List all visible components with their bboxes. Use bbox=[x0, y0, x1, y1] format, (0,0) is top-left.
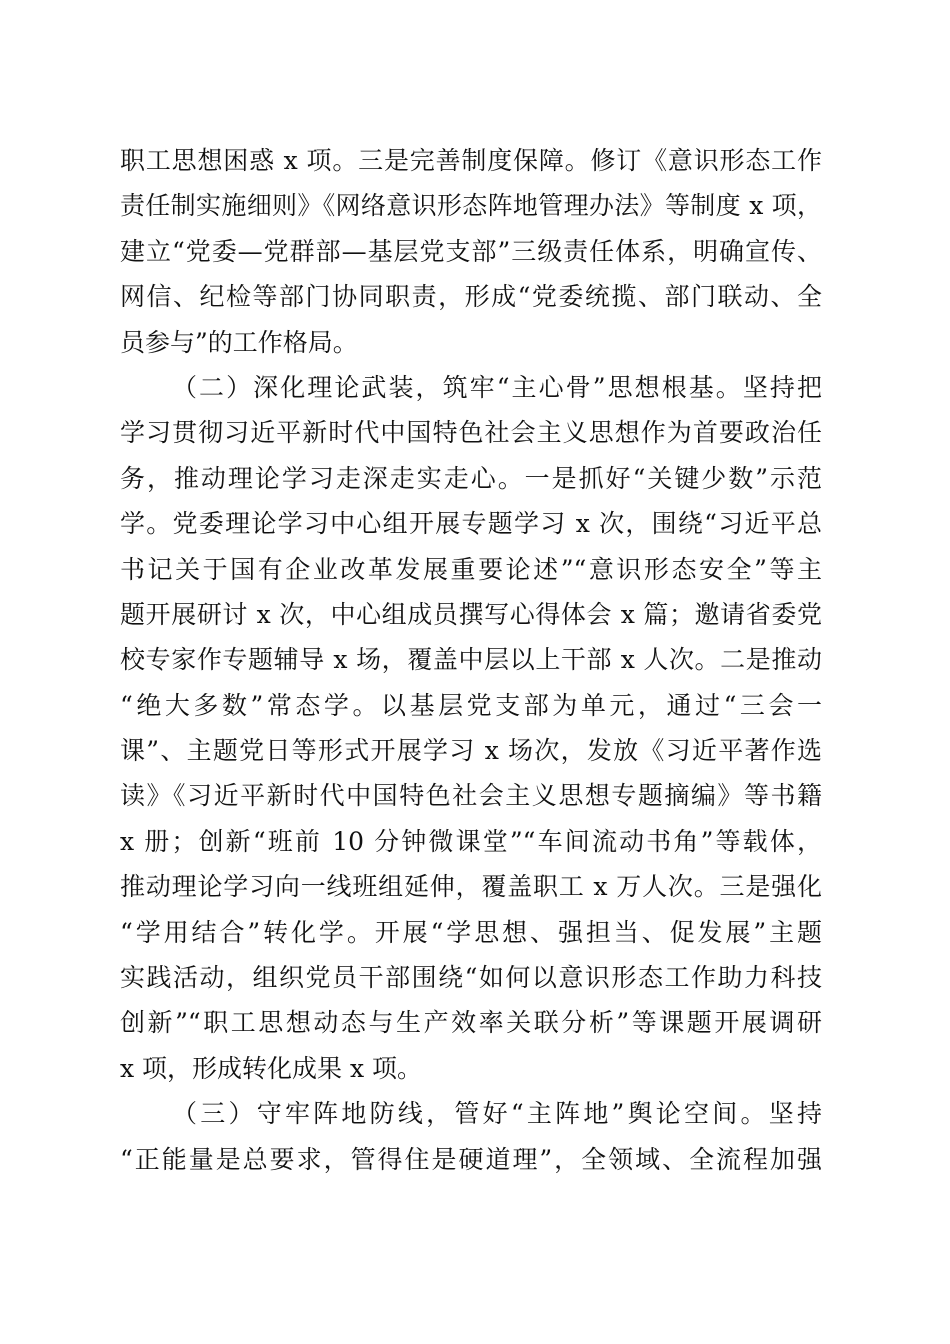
text-line: 建立“党委—党群部—基层党支部”三级责任体系，明确宣传、 bbox=[120, 236, 822, 266]
text-line: 读》《习近平新时代中国特色社会主义思想专题摘编》等书籍 bbox=[120, 781, 822, 811]
paragraph-3 bbox=[120, 1091, 822, 1182]
paragraph-1 bbox=[120, 138, 822, 365]
text-line: “正能量是总要求，管得住是硬道理”，全领域、全流程加强 bbox=[120, 1144, 822, 1174]
paragraph-2 bbox=[120, 365, 822, 1091]
text-line: 课”、主题党日等形式开展学习 x 场次，发放《习近平著作选 bbox=[120, 736, 822, 766]
text-line: 学。党委理论学习中心组开展专题学习 x 次，围绕“习近平总 bbox=[120, 509, 822, 539]
text-line: 书记关于国有企业改革发展重要论述”“意识形态安全”等主 bbox=[120, 554, 822, 584]
section-heading-line: （二）深化理论武装，筑牢“主心骨”思想根基。坚持把 bbox=[172, 372, 822, 402]
text-line: 务，推动理论学习走深走实走心。一是抓好“关键少数”示范 bbox=[120, 463, 822, 493]
text-line: 职工思想困惑 x 项。三是完善制度保障。修订《意识形态工作 bbox=[120, 146, 822, 175]
text-line: 创新”“职工思想动态与生产效率关联分析”等课题开展调研 bbox=[120, 1008, 822, 1038]
text-line: “绝大多数”常态学。以基层党支部为单元，通过“三会一 bbox=[120, 690, 822, 720]
text-line: 推动理论学习向一线班组延伸，覆盖职工 x 万人次。三是强化 bbox=[120, 872, 822, 902]
text-line: x 册；创新“班前 10 分钟微课堂”“车间流动书角”等载体， bbox=[120, 826, 822, 856]
text-line: 责任制实施细则》《网络意识形态阵地管理办法》等制度 x 项， bbox=[120, 191, 822, 221]
text-line: 题开展研讨 x 次，中心组成员撰写心得体会 x 篇；邀请省委党 bbox=[120, 599, 822, 629]
text-line: 学习贯彻习近平新时代中国特色社会主义思想作为首要政治任 bbox=[120, 418, 822, 448]
document-body bbox=[120, 138, 822, 1182]
text-line: 实践活动，组织党员干部围绕“如何以意识形态工作助力科技 bbox=[120, 963, 822, 993]
text-line: x 项，形成转化成果 x 项。 bbox=[120, 1053, 423, 1083]
text-line: 网信、纪检等部门协同职责，形成“党委统揽、部门联动、全 bbox=[120, 282, 822, 312]
text-line: 校专家作专题辅导 x 场，覆盖中层以上干部 x 人次。二是推动 bbox=[120, 645, 822, 675]
text-line: 员参与”的工作格局。 bbox=[120, 327, 358, 357]
section-heading-line: （三）守牢阵地防线，管好“主阵地”舆论空间。坚持 bbox=[172, 1099, 822, 1129]
text-line: “学用结合”转化学。开展“学思想、强担当、促发展”主题 bbox=[120, 917, 822, 947]
